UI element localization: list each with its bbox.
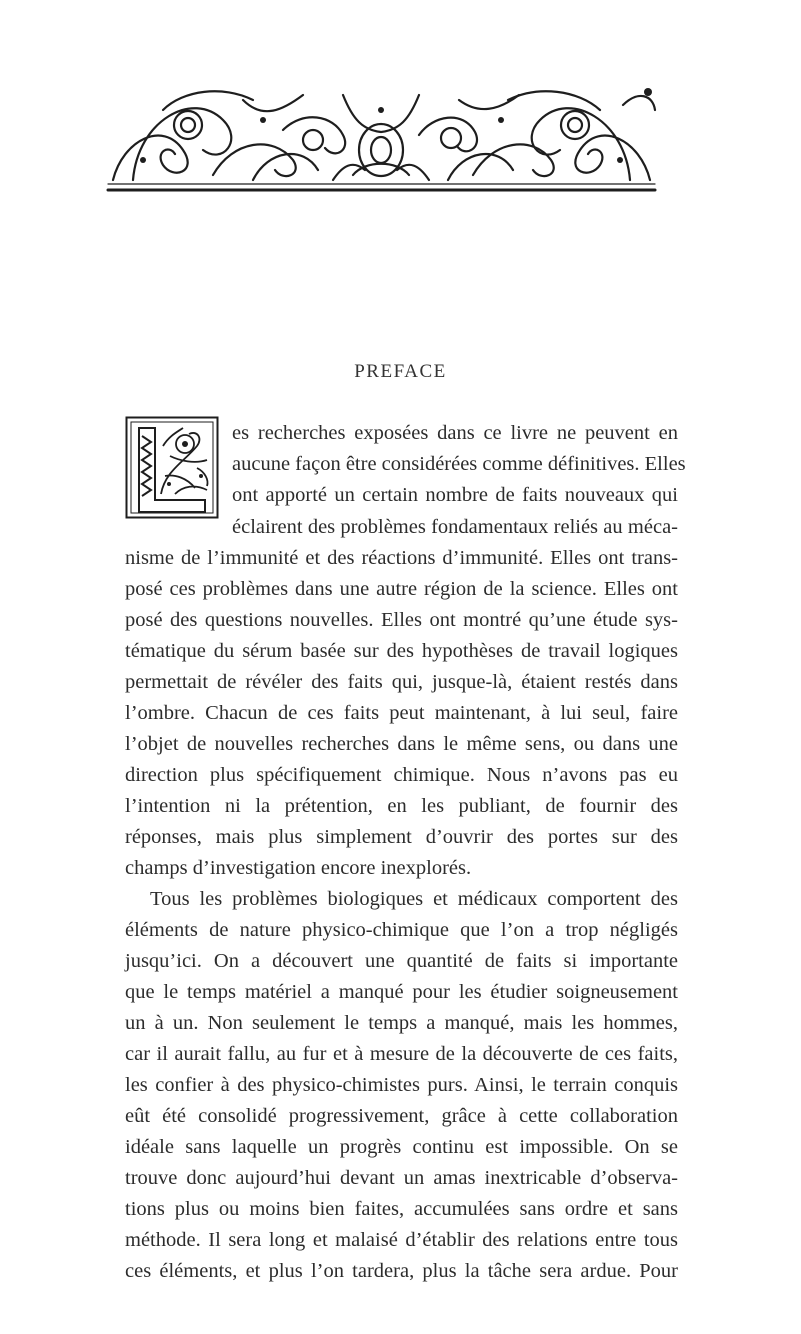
text-line: ont apporté un certain nombre de faits nouveaux qui [232,484,678,506]
text-line: éléments de nature physico-chimique que l’on a trop négligés [125,919,678,941]
text-line: aucune façon être considérées comme définitives. Elles [232,453,686,475]
text-line: idéale sans laquelle un progrès continu est impossible. On se [125,1136,678,1158]
text-line: les confier à des physico-chimistes purs. Ainsi, le terrain conquis [125,1074,678,1096]
text-line: l’objet de nouvelles recherches dans le même sens, ou dans une [125,733,678,755]
floral-headpiece-ornament [103,80,660,194]
text-line: car il aurait fallu, au fur et à mesure de la découverte de ces faits, [125,1043,678,1065]
text-line: posé ces problèmes dans une autre région de la science. Elles ont [125,578,678,600]
text-line: tions plus ou moins bien faites, accumulées sans ordre et sans [125,1198,678,1220]
page-title: PREFACE [354,361,447,382]
text-line: champs d’investigation encore inexplorés. [125,857,472,879]
text-line: éclairent des problèmes fondamentaux reliés au méca- [232,516,678,538]
text-line: que le temps matériel a manqué pour les étudier soigneusement [125,981,678,1003]
text-line: l’ombre. Chacun de ces faits peut maintenant, à lui seul, faire [125,702,678,724]
text-line: l’intention ni la prétention, en les publiant, de fournir des [125,795,678,817]
text-line: Tous les problèmes biologiques et médicaux comportent des [150,888,678,910]
text-line: trouve donc aujourd’hui devant un amas inextricable d’observa- [125,1167,678,1189]
text-line: posé des questions nouvelles. Elles ont montré qu’une étude sys- [125,609,678,631]
text-line: permettait de révéler des faits qui, jusque-là, étaient restés dans [125,671,678,693]
text-line: un à un. Non seulement le temps a manqué, mais les hommes, [125,1012,678,1034]
dropcap-letter-L-ornament [125,416,219,519]
text-line: es recherches exposées dans ce livre ne peuvent en [232,422,678,444]
text-line: eût été consolidé progressivement, grâce à cette collaboration [125,1105,678,1127]
text-line: direction plus spécifiquement chimique. Nous n’avons pas eu [125,764,678,786]
text-line: tématique du sérum basée sur des hypothèses de travail logiques [125,640,678,662]
text-line: jusqu’ici. On a découvert une quantité de faits si importante [125,950,678,972]
text-line: méthode. Il sera long et malaisé d’établir des relations entre tous [125,1229,678,1251]
text-line: nisme de l’immunité et des réactions d’immunité. Elles ont trans- [125,547,678,569]
text-line: réponses, mais plus simplement d’ouvrir des portes sur des [125,826,678,848]
text-line: ces éléments, et plus l’on tardera, plus la tâche sera ardue. Pour [125,1260,678,1282]
